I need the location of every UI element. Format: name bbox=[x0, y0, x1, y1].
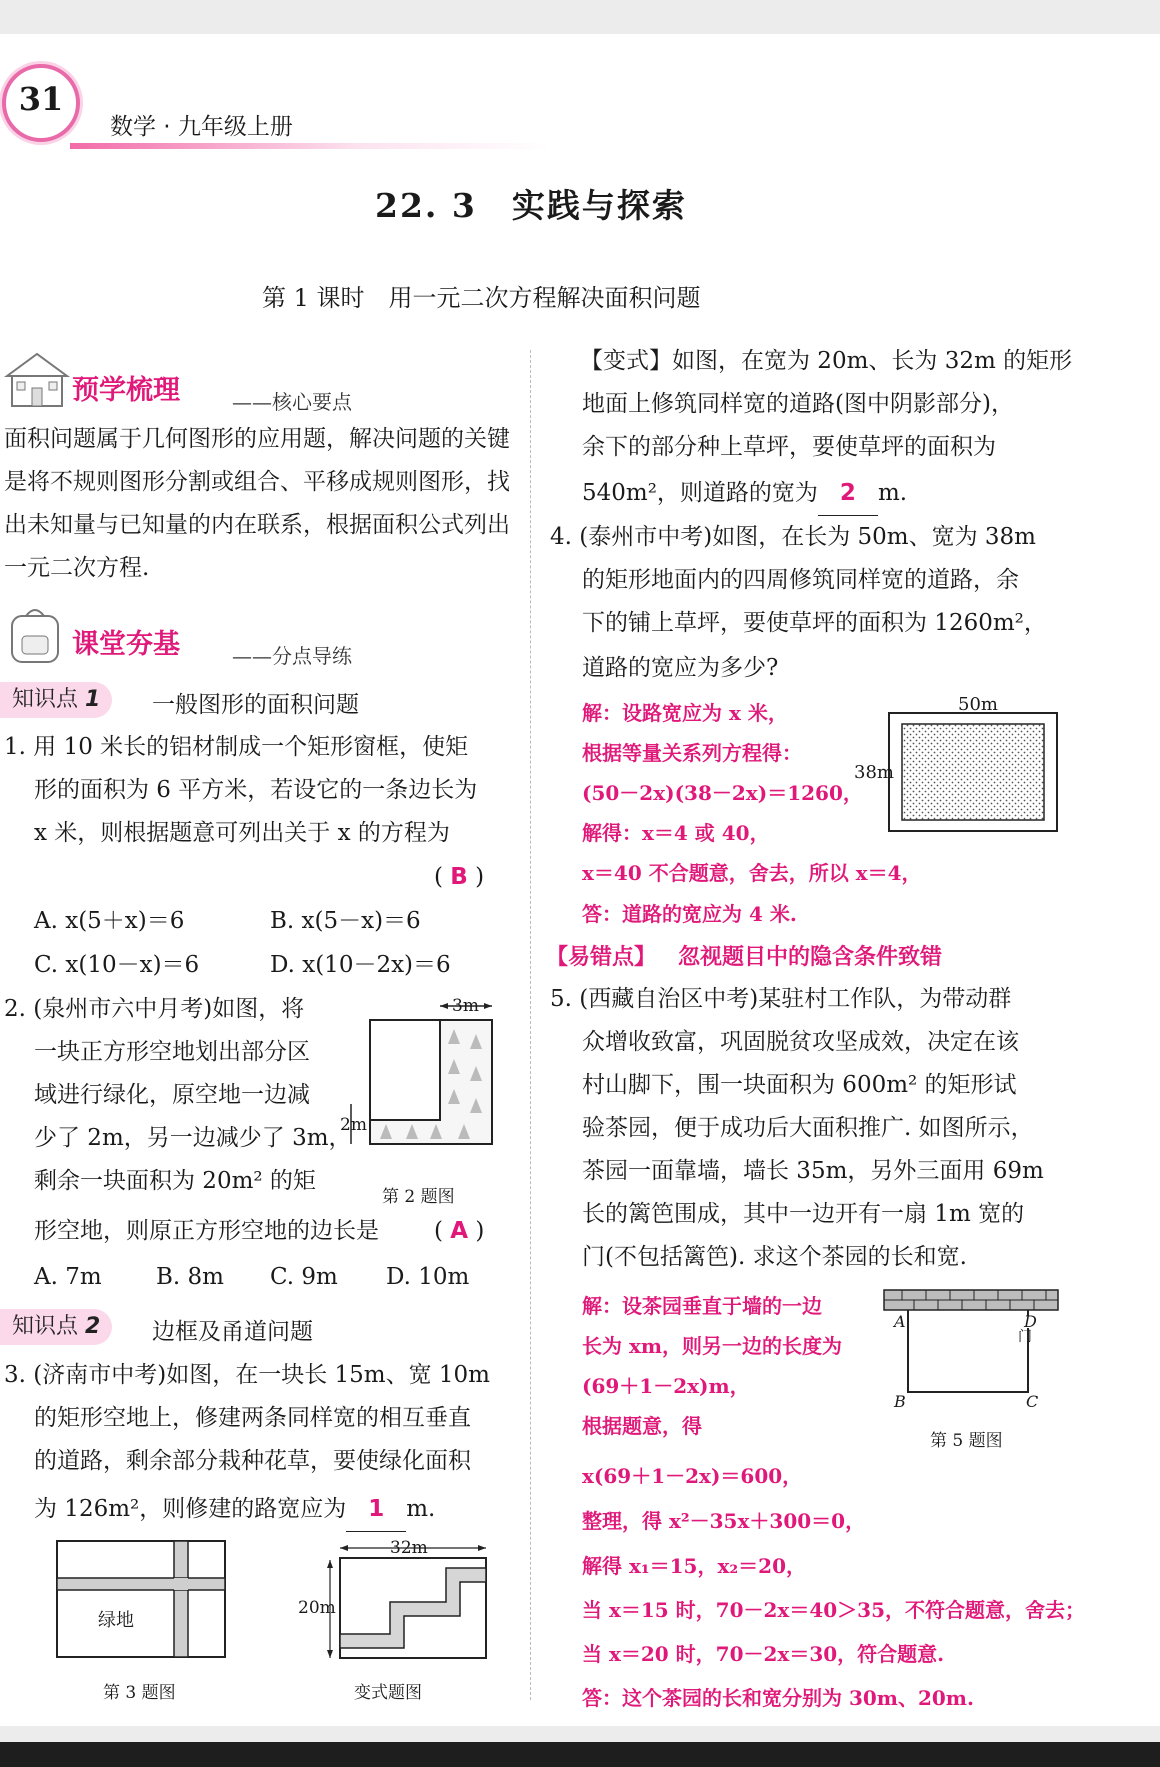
variant-caption: 变式题图 bbox=[354, 1683, 422, 1703]
q4-line-3: 下的铺上草坪，要使草坪的面积为 1260m²， bbox=[582, 610, 1047, 636]
preview-text: 面积问题属于几何图形的应用题，解决问题的关键是将不规则图形分割或组合、平移成规则图形，找出未知量与已知量的内在联系，根据面积公式列出一元二次方程. bbox=[4, 426, 510, 581]
q4-sol-6: 答：道路的宽应为 4 米. bbox=[582, 902, 797, 926]
q5-side-sol-1: 解：设茶园垂直于墙的一边 bbox=[582, 1294, 822, 1318]
q2-caption: 第 2 题图 bbox=[382, 1187, 455, 1207]
q5-caption: 第 5 题图 bbox=[930, 1431, 1003, 1451]
page-number: 31 bbox=[18, 80, 64, 118]
book-title: 数学 · 九年级上册 bbox=[110, 114, 293, 140]
q1-line-1: 1. 用 10 米长的铝材制成一个矩形窗框，使矩 bbox=[4, 734, 469, 760]
q2-option-d: D. 10m bbox=[386, 1264, 470, 1290]
bottom-bar bbox=[0, 1742, 1160, 1767]
q2-option-c: C. 9m bbox=[270, 1264, 338, 1290]
q5-sol-1: x(69＋1－2x)＝600， bbox=[582, 1464, 803, 1488]
q5-fig-label-c: C bbox=[1026, 1392, 1039, 1411]
q1-option-b: B. x(5－x)＝6 bbox=[270, 908, 421, 934]
q5-side-sol-2: 长为 xm，则另一边的长度为 bbox=[582, 1334, 843, 1358]
q2-figure bbox=[336, 994, 506, 1169]
q4-sol-2: 根据等量关系列方程得： bbox=[582, 741, 802, 765]
knowledge-point-2-badge: 知识点 2 bbox=[0, 1309, 112, 1345]
variant-line-4: 540m²，则道路的宽为 2 m. bbox=[582, 472, 907, 516]
q4-figure bbox=[888, 712, 1060, 834]
q3-caption: 第 3 题图 bbox=[103, 1683, 176, 1703]
q2-line-3: 域进行绿化，原空地一边减 bbox=[34, 1082, 310, 1108]
knowledge-point-1-title: 一般图形的面积问题 bbox=[152, 692, 359, 718]
q1-option-c: C. x(10－x)＝6 bbox=[34, 952, 200, 978]
q2-line-6: 形空地，则原正方形空地的边长是 bbox=[34, 1218, 379, 1244]
class-banner-subtitle: ——分点导练 bbox=[232, 644, 352, 668]
q3-line-4: 为 126m²，则修建的路宽应为 1 m. bbox=[34, 1488, 435, 1532]
q1-line-3: x 米，则根据题意可列出关于 x 的方程为 bbox=[34, 820, 450, 846]
q5-line-3: 村山脚下，围一块面积为 600m² 的矩形试 bbox=[582, 1072, 1017, 1098]
q5-line-7: 门(不包括篱笆). 求这个茶园的长和宽. bbox=[582, 1244, 967, 1270]
column-divider bbox=[530, 350, 531, 1700]
class-banner-title: 课堂夯基 bbox=[72, 629, 180, 660]
q4-line-2: 的矩形地面内的四周修筑同样宽的道路，余 bbox=[582, 567, 1019, 593]
backpack-icon bbox=[2, 604, 68, 666]
q4-fig-label-top: 50m bbox=[958, 694, 998, 715]
q5-side-sol-3: (69＋1－2x)m， bbox=[582, 1374, 750, 1398]
mistake-title: 忽视题目中的隐含条件致错 bbox=[678, 945, 943, 970]
q1-line-2: 形的面积为 6 平方米，若设它的一条边长为 bbox=[34, 777, 478, 803]
mistake-label: 【易错点】 bbox=[546, 945, 657, 970]
preview-banner-subtitle: ——核心要点 bbox=[232, 390, 352, 414]
q1-option-d: D. x(10－2x)＝6 bbox=[270, 952, 451, 978]
variant-fig-label-left: 20m bbox=[298, 1598, 336, 1618]
q3-fig-label: 绿地 bbox=[98, 1610, 134, 1631]
q5-figure bbox=[882, 1288, 1062, 1400]
q3-line-3: 的道路，剩余部分栽种花草，要使绿化面积 bbox=[34, 1448, 471, 1474]
variant-line-1: 【变式】如图，在宽为 20m、长为 32m 的矩形 bbox=[580, 348, 1073, 374]
q5-line-5: 茶园一面靠墙，墙长 35m，另外三面用 69m bbox=[582, 1158, 1044, 1184]
variant-line-3: 余下的部分种上草坪，要使草坪的面积为 bbox=[582, 434, 996, 460]
q5-sol-2: 整理，得 x²－35x＋300＝0， bbox=[582, 1509, 866, 1533]
q2-line-1: 2. (泉州市六中月考)如图，将 bbox=[4, 996, 305, 1022]
q2-fig-label-top: 3m bbox=[452, 996, 479, 1016]
q4-sol-5: x＝40 不合题意，舍去，所以 x＝4， bbox=[582, 861, 922, 885]
q3-answer: 1 bbox=[346, 1488, 406, 1532]
page-number-badge bbox=[2, 64, 80, 142]
q3-line-2: 的矩形空地上，修建两条同样宽的相互垂直 bbox=[34, 1405, 471, 1431]
q4-sol-3: (50－2x)(38－2x)＝1260， bbox=[582, 781, 863, 805]
q5-line-4: 验茶园，便于成功后大面积推广. 如图所示， bbox=[582, 1115, 1034, 1141]
q2-line-5: 剩余一块面积为 20m² 的矩 bbox=[34, 1168, 316, 1194]
q1-option-a: A. x(5＋x)＝6 bbox=[34, 908, 185, 934]
school-icon bbox=[2, 348, 72, 410]
q5-sol-4: 当 x＝15 时，70－2x＝40＞35，不符合题意，舍去； bbox=[582, 1598, 1086, 1622]
variant-fig-label-top: 32m bbox=[390, 1538, 428, 1558]
variant-answer: 2 bbox=[818, 472, 878, 516]
q2-fig-label-left: 2m bbox=[340, 1115, 367, 1135]
q1-answer-bracket: ( B ) bbox=[434, 864, 485, 890]
q5-sol-5: 当 x＝20 时，70－2x＝30，符合题意. bbox=[582, 1642, 945, 1666]
q4-line-4: 道路的宽应为多少? bbox=[582, 655, 779, 681]
q1-answer: B bbox=[450, 864, 468, 890]
q2-option-a: A. 7m bbox=[34, 1264, 102, 1290]
q5-sol-3: 解得 x₁＝15，x₂＝20， bbox=[582, 1554, 806, 1578]
q5-line-1: 5. (西藏自治区中考)某驻村工作队，为带动群 bbox=[550, 986, 1012, 1012]
q5-fig-label-door: 门 bbox=[1018, 1329, 1032, 1345]
q4-sol-4: 解得：x＝4 或 40， bbox=[582, 821, 770, 845]
q5-fig-label-a: A bbox=[894, 1312, 906, 1331]
q4-sol-1: 解：设路宽应为 x 米， bbox=[582, 701, 788, 725]
q2-option-b: B. 8m bbox=[156, 1264, 224, 1290]
q5-line-6: 长的篱笆围成，其中一边开有一扇 1m 宽的 bbox=[582, 1201, 1025, 1227]
q5-sol-6: 答：这个茶园的长和宽分别为 30m、20m. bbox=[582, 1686, 974, 1710]
lesson-title: 第 1 课时 用一元二次方程解决面积问题 bbox=[262, 284, 701, 312]
preview-banner-title: 预学梳理 bbox=[72, 375, 180, 406]
q3-line-1: 3. (济南市中考)如图，在一块长 15m、宽 10m bbox=[4, 1362, 490, 1388]
section-title: 22. 3 实践与探索 bbox=[375, 186, 687, 225]
knowledge-point-2-title: 边框及甬道问题 bbox=[152, 1319, 313, 1345]
q4-line-1: 4. (泰州市中考)如图，在长为 50m、宽为 38m bbox=[550, 524, 1036, 550]
q4-fig-label-left: 38m bbox=[854, 762, 894, 783]
q5-fig-label-b: B bbox=[894, 1392, 906, 1411]
q2-answer: A bbox=[450, 1218, 469, 1244]
q5-side-sol-4: 根据题意，得 bbox=[582, 1414, 702, 1438]
q2-line-2: 一块正方形空地划出部分区 bbox=[34, 1039, 310, 1065]
variant-line-2: 地面上修筑同样宽的道路(图中阴影部分)， bbox=[582, 391, 1014, 417]
header-rule bbox=[70, 143, 550, 149]
q2-answer-bracket: ( A ) bbox=[434, 1218, 485, 1244]
q5-fig-label-d: D bbox=[1024, 1312, 1037, 1331]
q2-line-4: 少了 2m，另一边减少了 3m， bbox=[34, 1125, 352, 1151]
knowledge-point-1-badge: 知识点 1 bbox=[0, 682, 112, 718]
q5-line-2: 众增收致富，巩固脱贫攻坚成效，决定在该 bbox=[582, 1029, 1019, 1055]
q3-figure bbox=[56, 1540, 228, 1660]
